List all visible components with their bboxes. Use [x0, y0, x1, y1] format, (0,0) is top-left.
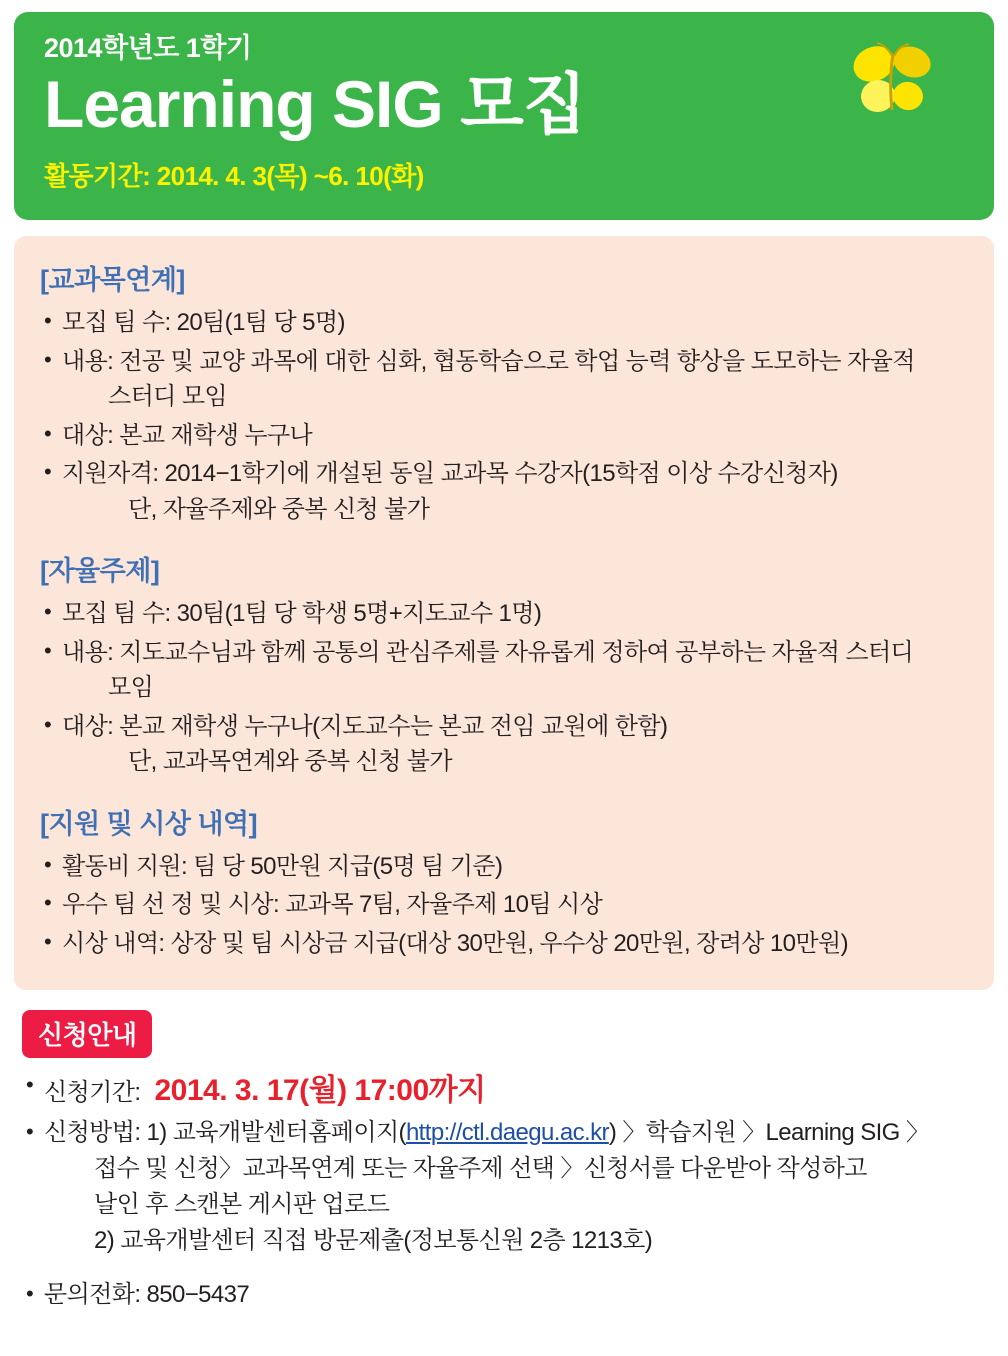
list-item-text: 대상: 본교 재학생 누구나	[62, 421, 313, 449]
list-item-text: 대상: 본교 재학생 누구나(지도교수는 본교 전임 교원에 한함)	[62, 712, 668, 740]
list-item	[40, 344, 968, 415]
poster-root	[0, 12, 1008, 1356]
list-item-text: 시상 내역: 상장 및 팀 시상금 지급(대상 30만원, 우수상 20만원, 장려상 10만원)	[62, 929, 848, 957]
list-item-continuation: 단, 교과목연계와 중복 신청 불가	[128, 748, 452, 776]
poster-header	[14, 12, 994, 220]
contact-phone-label: 문의전화:	[44, 1281, 141, 1309]
butterfly-icon	[846, 42, 938, 120]
list-item-text: 모집 팀 수: 20팀(1팀 당 5명)	[62, 309, 345, 336]
list-item-continuation: 모임	[108, 674, 154, 702]
section-title: [자율주제]	[40, 556, 160, 587]
apply-method-line1-post: ) 〉학습지원 〉Learning SIG 〉	[608, 1119, 930, 1147]
apply-list	[22, 1068, 994, 1313]
list-item	[40, 596, 968, 632]
list-item	[40, 709, 968, 780]
section-support-awards	[40, 802, 968, 962]
section-subject-linked	[40, 258, 968, 527]
list-item-continuation: 스터디 모임	[108, 383, 227, 411]
list-item	[40, 849, 968, 885]
list-item-text: 우수 팀 선 정 및 시상: 교과목 7팀, 자율주제 10팀 시상	[62, 891, 603, 919]
contact-phone-row	[22, 1277, 994, 1313]
activity-period: 활동기간: 2014. 4. 3(목) ~6. 10(화)	[44, 160, 424, 191]
list-item-text: 내용: 지도교수님과 함께 공통의 관심주제를 자유롭게 정하여 공부하는 자율적 스터디	[62, 638, 914, 666]
apply-method-line2: 접수 및 신청〉교과목연계 또는 자율주제 선택 〉신청서를 다운받아 작성하고	[94, 1155, 867, 1183]
bullet-list	[40, 596, 968, 780]
apply-period-label: 신청기간:	[44, 1079, 141, 1107]
bullet-list	[40, 849, 968, 962]
list-item	[40, 305, 968, 341]
contact-phone-number: 850−5437	[146, 1281, 250, 1309]
list-item	[40, 926, 968, 962]
list-item-text: 지원자격: 2014−1학기에 개설된 동일 교과목 수강자(15학점 이상 수강신청자)	[62, 460, 838, 488]
apply-deadline: 2014. 3. 17(월) 17:00까지	[154, 1074, 486, 1108]
header-pretitle: 2014학년도 1학기	[44, 33, 252, 63]
list-item	[40, 635, 968, 706]
apply-method-line1-pre: 1) 교육개발센터홈페이지(	[146, 1119, 406, 1147]
page-title: Learning SIG 모집	[44, 66, 586, 141]
list-item	[40, 456, 968, 527]
apply-method-row	[22, 1115, 994, 1259]
list-item-continuation: 단, 자율주제와 중복 신청 불가	[128, 495, 430, 523]
apply-method-label: 신청방법:	[44, 1119, 141, 1147]
list-item	[40, 418, 968, 454]
apply-method-line4: 2) 교육개발센터 직접 방문제출(정보통신원 2층 1213호)	[94, 1227, 653, 1255]
section-title: [지원 및 시상 내역]	[40, 808, 258, 839]
apply-method-line3: 날인 후 스캔본 게시판 업로드	[94, 1191, 390, 1219]
list-item-text: 활동비 지원: 팀 당 50만원 지급(5명 팀 기준)	[62, 852, 503, 880]
info-panel	[14, 236, 994, 990]
list-item	[40, 887, 968, 923]
list-item-text: 내용: 전공 및 교양 과목에 대한 심화, 협동학습으로 학업 능력 향상을 도모하는 자율적	[62, 347, 915, 375]
section-free-topic	[40, 549, 968, 780]
apply-section	[22, 1010, 994, 1313]
apply-period-row	[22, 1068, 994, 1113]
ctl-homepage-link[interactable]: http://ctl.daegu.ac.kr	[405, 1119, 609, 1147]
section-title: [교과목연계]	[40, 265, 185, 295]
bullet-list	[40, 305, 968, 527]
apply-badge: 신청안내	[22, 1010, 152, 1058]
list-item-text: 모집 팀 수: 30팀(1팀 당 학생 5명+지도교수 1명)	[62, 600, 542, 628]
